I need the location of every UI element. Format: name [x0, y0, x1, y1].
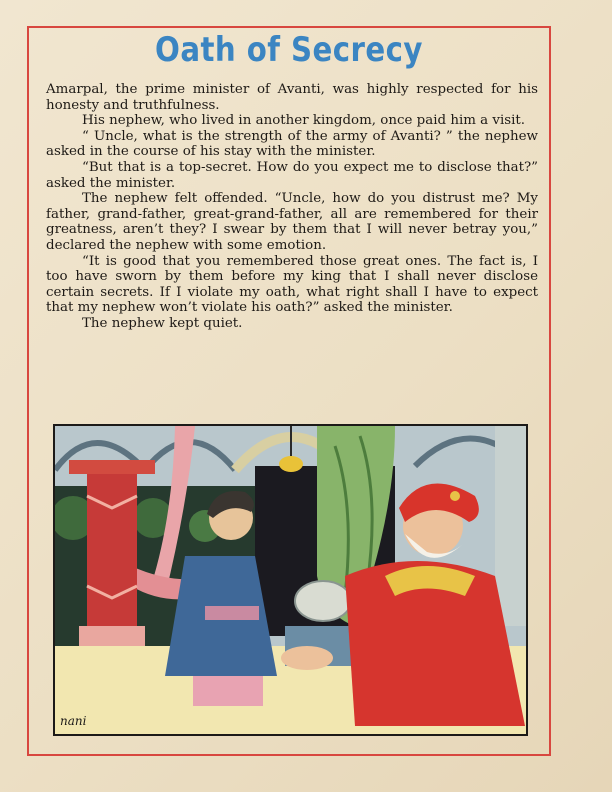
nephew-legs	[193, 676, 263, 706]
minister-hands	[281, 646, 333, 670]
paragraph: The nephew felt offended. “Uncle, how do you distrust me? My father, grand-father, great-grand-father, all are remembered for their greatness, aren’t they? I swear by them that I will never betray you,” declared the nephew with some emotion.	[46, 191, 538, 253]
story-illustration	[53, 424, 528, 736]
silver-vessel	[295, 581, 351, 621]
pillar-capital	[69, 460, 155, 474]
story-title: Oath of Secrecy	[155, 30, 423, 70]
story-text	[46, 82, 538, 332]
paragraph: “But that is a top-secret. How do you expect me to disclose that?” asked the minister.	[46, 159, 538, 191]
nephew-sash	[205, 606, 259, 620]
paragraph: “It is good that you remembered those great ones. The fact is, I too have sworn by them before my king that I shall never disclose certain secrets. If I violate my oath, what right shall I have to expect that my nephew won’t violate his oath?” asked the minister.	[46, 253, 538, 316]
artist-signature: nani	[60, 714, 87, 728]
paragraph: His nephew, who lived in another kingdom, once paid him a visit.	[82, 113, 526, 129]
right-wall	[495, 426, 526, 626]
paragraph: Amarpal, the prime minister of Avanti, was highly respected for his honesty and truthfulness.	[46, 82, 538, 113]
turban-jewel	[450, 491, 460, 501]
paragraph: “ Uncle, what is the strength of the army of Avanti? ” the nephew asked in the course of his stay with the minister.	[46, 128, 538, 160]
paragraph: The nephew kept quiet.	[82, 315, 243, 331]
hanging-lamp	[279, 456, 303, 472]
